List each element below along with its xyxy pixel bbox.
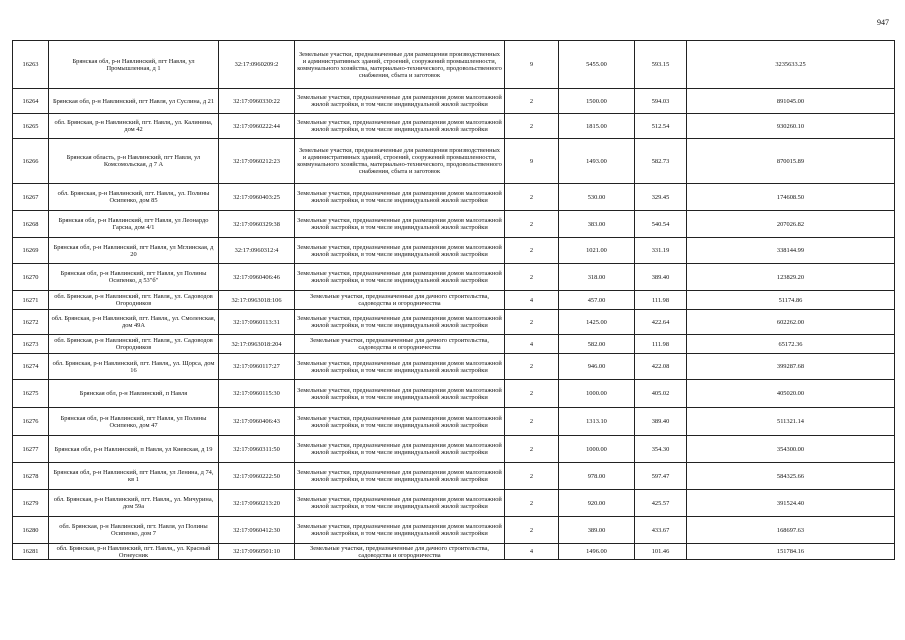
area-cell: 383.00 bbox=[559, 211, 635, 238]
use-group-cell: 2 bbox=[505, 463, 559, 490]
cadastral-number-cell: 32:17:0960212:23 bbox=[219, 139, 295, 184]
table-row bbox=[13, 310, 895, 335]
table-row bbox=[13, 544, 895, 560]
cadastral-number-cell: 32:17:0960329:38 bbox=[219, 211, 295, 238]
address-cell: обл. Брянская, р-н Навлинский, пгт. Навля,, ул. Полины Осипенко, дом 85 bbox=[49, 184, 219, 211]
use-group-cell: 2 bbox=[505, 184, 559, 211]
row-number-cell: 16268 bbox=[13, 211, 49, 238]
area-cell: 1000.00 bbox=[559, 436, 635, 463]
cadastral-value-cell: 891045.00 bbox=[687, 89, 895, 114]
use-group-cell: 2 bbox=[505, 354, 559, 380]
table-row bbox=[13, 354, 895, 380]
area-cell: 1425.00 bbox=[559, 310, 635, 335]
use-group-cell: 2 bbox=[505, 436, 559, 463]
address-cell: Брянская обл, р-н Навлинский, п Навля, ул Киевская, д 19 bbox=[49, 436, 219, 463]
specific-value-cell: 111.98 bbox=[635, 335, 687, 354]
cadastral-value-cell: 3235633.25 bbox=[687, 41, 895, 89]
cadastral-value-cell: 354300.00 bbox=[687, 436, 895, 463]
address-cell: Брянская обл, р-н Навлинский, пгт Навля, ул Суслина, д 21 bbox=[49, 89, 219, 114]
use-group-cell: 2 bbox=[505, 114, 559, 139]
cadastral-number-cell: 32:17:0960209:2 bbox=[219, 41, 295, 89]
area-cell: 1021.00 bbox=[559, 238, 635, 264]
permitted-use-cell: Земельные участки, предназначенные для размещения домов малоэтажной жилой застройки, в том числе индивидуальной жилой застройки bbox=[295, 408, 505, 436]
permitted-use-cell: Земельные участки, предназначенные для размещения домов малоэтажной жилой застройки, в том числе индивидуальной жилой застройки bbox=[295, 463, 505, 490]
cadastral-value-cell: 870015.89 bbox=[687, 139, 895, 184]
cadastral-number-cell: 32:17:0963018:204 bbox=[219, 335, 295, 354]
row-number-cell: 16276 bbox=[13, 408, 49, 436]
area-cell: 318.00 bbox=[559, 264, 635, 291]
row-number-cell: 16277 bbox=[13, 436, 49, 463]
permitted-use-cell: Земельные участки, предназначенные для дачного строительства, садоводства и огородничества bbox=[295, 335, 505, 354]
specific-value-cell: 540.54 bbox=[635, 211, 687, 238]
use-group-cell: 4 bbox=[505, 291, 559, 310]
address-cell: Брянская обл, р-н Навлинский, пгт Навля, ул Промышленная, д 1 bbox=[49, 41, 219, 89]
use-group-cell: 4 bbox=[505, 335, 559, 354]
permitted-use-cell: Земельные участки, предназначенные для размещения производственных и административных зданий, строений, сооружений промышленности, коммунального хозяйства, материально-технического, продовольственного снабжения, сбыта и заготовок bbox=[295, 139, 505, 184]
cadastral-value-cell: 174608.50 bbox=[687, 184, 895, 211]
table-row bbox=[13, 114, 895, 139]
row-number-cell: 16265 bbox=[13, 114, 49, 139]
specific-value-cell: 422.64 bbox=[635, 310, 687, 335]
specific-value-cell: 331.19 bbox=[635, 238, 687, 264]
specific-value-cell: 597.47 bbox=[635, 463, 687, 490]
row-number-cell: 16272 bbox=[13, 310, 49, 335]
cadastral-number-cell: 32:17:0960213:20 bbox=[219, 490, 295, 517]
specific-value-cell: 594.03 bbox=[635, 89, 687, 114]
permitted-use-cell: Земельные участки, предназначенные для размещения домов малоэтажной жилой застройки, в том числе индивидуальной жилой застройки bbox=[295, 238, 505, 264]
address-cell: обл. Брянская, р-н Навлинский, пгт. Навля,, ул. Садоводов Огородников bbox=[49, 335, 219, 354]
address-cell: обл. Брянская, р-н Навлинский, пгт. Навля,, ул. Садоводов Огородников bbox=[49, 291, 219, 310]
address-cell: обл. Брянская, р-н Навлинский, пгт. Навля,, ул. Красный Огнеусник bbox=[49, 544, 219, 560]
row-number-cell: 16270 bbox=[13, 264, 49, 291]
row-number-cell: 16274 bbox=[13, 354, 49, 380]
area-cell: 457.00 bbox=[559, 291, 635, 310]
table-row bbox=[13, 139, 895, 184]
area-cell: 1000.00 bbox=[559, 380, 635, 408]
use-group-cell: 2 bbox=[505, 517, 559, 544]
cadastral-value-cell: 399287.68 bbox=[687, 354, 895, 380]
area-cell: 1496.00 bbox=[559, 544, 635, 560]
table-row bbox=[13, 490, 895, 517]
specific-value-cell: 389.40 bbox=[635, 264, 687, 291]
use-group-cell: 2 bbox=[505, 490, 559, 517]
permitted-use-cell: Земельные участки, предназначенные для размещения домов малоэтажной жилой застройки, в том числе индивидуальной жилой застройки bbox=[295, 264, 505, 291]
permitted-use-cell: Земельные участки, предназначенные для дачного строительства, садоводства и огородничества bbox=[295, 291, 505, 310]
table-row bbox=[13, 335, 895, 354]
specific-value-cell: 582.73 bbox=[635, 139, 687, 184]
permitted-use-cell: Земельные участки, предназначенные для размещения домов малоэтажной жилой застройки, в том числе индивидуальной жилой застройки bbox=[295, 184, 505, 211]
cadastral-number-cell: 32:17:0963018:106 bbox=[219, 291, 295, 310]
area-cell: 530.00 bbox=[559, 184, 635, 211]
permitted-use-cell: Земельные участки, предназначенные для дачного строительства, садоводства и огородничества bbox=[295, 544, 505, 560]
area-cell: 920.00 bbox=[559, 490, 635, 517]
cadastral-number-cell: 32:17:0960222:50 bbox=[219, 463, 295, 490]
use-group-cell: 2 bbox=[505, 238, 559, 264]
cadastral-value-cell: 168697.63 bbox=[687, 517, 895, 544]
address-cell: Брянская обл, р-н Навлинский, пгт Навля, ул Полины Осипенко, дом 47 bbox=[49, 408, 219, 436]
specific-value-cell: 101.46 bbox=[635, 544, 687, 560]
permitted-use-cell: Земельные участки, предназначенные для размещения домов малоэтажной жилой застройки, в том числе индивидуальной жилой застройки bbox=[295, 354, 505, 380]
area-cell: 389.00 bbox=[559, 517, 635, 544]
use-group-cell: 4 bbox=[505, 544, 559, 560]
cadastral-number-cell: 32:17:0960311:50 bbox=[219, 436, 295, 463]
specific-value-cell: 389.40 bbox=[635, 408, 687, 436]
table-row bbox=[13, 184, 895, 211]
cadastral-value-cell: 391524.40 bbox=[687, 490, 895, 517]
address-cell: Брянская обл, р-н Навлинский, пгт Навля, ул Полины Осипенко, д 53"б" bbox=[49, 264, 219, 291]
cadastral-value-cell: 511321.14 bbox=[687, 408, 895, 436]
row-number-cell: 16273 bbox=[13, 335, 49, 354]
cadastral-value-cell: 123829.20 bbox=[687, 264, 895, 291]
permitted-use-cell: Земельные участки, предназначенные для размещения производственных и административных зданий, строений, сооружений промышленности, коммунального хозяйства, материально-технического, продовольственного снабжения, сбыта и заготовок bbox=[295, 41, 505, 89]
cadastral-number-cell: 32:17:0960406:43 bbox=[219, 408, 295, 436]
table-row bbox=[13, 264, 895, 291]
use-group-cell: 9 bbox=[505, 139, 559, 184]
specific-value-cell: 425.57 bbox=[635, 490, 687, 517]
specific-value-cell: 422.08 bbox=[635, 354, 687, 380]
cadastral-number-cell: 32:17:0960412:30 bbox=[219, 517, 295, 544]
table-row bbox=[13, 436, 895, 463]
cadastral-value-cell: 207026.82 bbox=[687, 211, 895, 238]
cadastral-number-cell: 32:17:0960406:46 bbox=[219, 264, 295, 291]
use-group-cell: 2 bbox=[505, 310, 559, 335]
table-row bbox=[13, 291, 895, 310]
cadastral-number-cell: 32:17:0960312:4 bbox=[219, 238, 295, 264]
cadastral-value-cell: 930260.10 bbox=[687, 114, 895, 139]
row-number-cell: 16279 bbox=[13, 490, 49, 517]
cadastral-number-cell: 32:17:0960222:44 bbox=[219, 114, 295, 139]
use-group-cell: 2 bbox=[505, 380, 559, 408]
address-cell: Брянская обл, р-н Навлинский, пгт Навля, ул Мглинская, д 20 bbox=[49, 238, 219, 264]
table-body bbox=[13, 41, 895, 560]
cadastral-value-cell: 584325.66 bbox=[687, 463, 895, 490]
permitted-use-cell: Земельные участки, предназначенные для размещения домов малоэтажной жилой застройки, в том числе индивидуальной жилой застройки bbox=[295, 490, 505, 517]
area-cell: 1815.00 bbox=[559, 114, 635, 139]
specific-value-cell: 593.15 bbox=[635, 41, 687, 89]
specific-value-cell: 405.02 bbox=[635, 380, 687, 408]
row-number-cell: 16269 bbox=[13, 238, 49, 264]
address-cell: Брянская область, р-н Навлинский, пгт Навля, ул Комсомольская, д 7 А bbox=[49, 139, 219, 184]
row-number-cell: 16263 bbox=[13, 41, 49, 89]
cadastral-value-table bbox=[12, 40, 895, 560]
cadastral-value-cell: 602262.00 bbox=[687, 310, 895, 335]
page-number: 947 bbox=[877, 18, 889, 27]
table-row bbox=[13, 238, 895, 264]
row-number-cell: 16275 bbox=[13, 380, 49, 408]
cadastral-number-cell: 32:17:0960501:10 bbox=[219, 544, 295, 560]
area-cell: 946.00 bbox=[559, 354, 635, 380]
area-cell: 978.00 bbox=[559, 463, 635, 490]
address-cell: обл. Брянская, р-н Навлинский, пгт. Навля, ул Полины Осипенко, дом 7 bbox=[49, 517, 219, 544]
cadastral-number-cell: 32:17:0960117:27 bbox=[219, 354, 295, 380]
permitted-use-cell: Земельные участки, предназначенные для размещения домов малоэтажной жилой застройки, в том числе индивидуальной жилой застройки bbox=[295, 436, 505, 463]
table-row bbox=[13, 211, 895, 238]
permitted-use-cell: Земельные участки, предназначенные для размещения домов малоэтажной жилой застройки, в том числе индивидуальной жилой застройки bbox=[295, 517, 505, 544]
specific-value-cell: 111.98 bbox=[635, 291, 687, 310]
use-group-cell: 2 bbox=[505, 408, 559, 436]
cadastral-number-cell: 32:17:0960330:22 bbox=[219, 89, 295, 114]
area-cell: 1313.10 bbox=[559, 408, 635, 436]
use-group-cell: 2 bbox=[505, 211, 559, 238]
cadastral-value-cell: 338144.99 bbox=[687, 238, 895, 264]
row-number-cell: 16280 bbox=[13, 517, 49, 544]
area-cell: 1500.00 bbox=[559, 89, 635, 114]
address-cell: Брянская обл, р-н Навлинский, п Навля bbox=[49, 380, 219, 408]
use-group-cell: 9 bbox=[505, 41, 559, 89]
row-number-cell: 16264 bbox=[13, 89, 49, 114]
use-group-cell: 2 bbox=[505, 264, 559, 291]
row-number-cell: 16281 bbox=[13, 544, 49, 560]
row-number-cell: 16267 bbox=[13, 184, 49, 211]
cadastral-value-cell: 65172.36 bbox=[687, 335, 895, 354]
area-cell: 5455.00 bbox=[559, 41, 635, 89]
specific-value-cell: 512.54 bbox=[635, 114, 687, 139]
address-cell: Брянская обл, р-н Навлинский, пгт Навля, ул Леонардо Гарсиа, дом 4/1 bbox=[49, 211, 219, 238]
specific-value-cell: 433.67 bbox=[635, 517, 687, 544]
specific-value-cell: 354.30 bbox=[635, 436, 687, 463]
cadastral-value-cell: 405020.00 bbox=[687, 380, 895, 408]
cadastral-number-cell: 32:17:0960115:30 bbox=[219, 380, 295, 408]
table-row bbox=[13, 89, 895, 114]
address-cell: обл. Брянская, р-н Навлинский, пгт. Навля,, ул. Калинина, дом 42 bbox=[49, 114, 219, 139]
address-cell: Брянская обл, р-н Навлинский, пгт Навля, ул Ленина, д 74, кв 1 bbox=[49, 463, 219, 490]
table-row bbox=[13, 41, 895, 89]
cadastral-number-cell: 32:17:0960403:25 bbox=[219, 184, 295, 211]
table-row bbox=[13, 380, 895, 408]
permitted-use-cell: Земельные участки, предназначенные для размещения домов малоэтажной жилой застройки, в том числе индивидуальной жилой застройки bbox=[295, 114, 505, 139]
area-cell: 582.00 bbox=[559, 335, 635, 354]
address-cell: обл. Брянская, р-н Навлинский, пгт. Навля,, ул. Мичурина, дом 59а bbox=[49, 490, 219, 517]
cadastral-number-cell: 32:17:0960113:31 bbox=[219, 310, 295, 335]
cadastral-value-cell: 151784.16 bbox=[687, 544, 895, 560]
permitted-use-cell: Земельные участки, предназначенные для размещения домов малоэтажной жилой застройки, в том числе индивидуальной жилой застройки bbox=[295, 89, 505, 114]
permitted-use-cell: Земельные участки, предназначенные для размещения домов малоэтажной жилой застройки, в том числе индивидуальной жилой застройки bbox=[295, 310, 505, 335]
row-number-cell: 16271 bbox=[13, 291, 49, 310]
row-number-cell: 16266 bbox=[13, 139, 49, 184]
cadastral-value-cell: 51174.86 bbox=[687, 291, 895, 310]
permitted-use-cell: Земельные участки, предназначенные для размещения домов малоэтажной жилой застройки, в том числе индивидуальной жилой застройки bbox=[295, 380, 505, 408]
table-row bbox=[13, 408, 895, 436]
specific-value-cell: 329.45 bbox=[635, 184, 687, 211]
area-cell: 1493.00 bbox=[559, 139, 635, 184]
permitted-use-cell: Земельные участки, предназначенные для размещения домов малоэтажной жилой застройки, в том числе индивидуальной жилой застройки bbox=[295, 211, 505, 238]
row-number-cell: 16278 bbox=[13, 463, 49, 490]
address-cell: обл. Брянская, р-н Навлинский, пгт. Навля,, ул. Смоленская, дом 49А bbox=[49, 310, 219, 335]
table-row bbox=[13, 517, 895, 544]
table-row bbox=[13, 463, 895, 490]
use-group-cell: 2 bbox=[505, 89, 559, 114]
address-cell: обл. Брянская, р-н Навлинский, пгт. Навля,, ул. Щорса, дом 16 bbox=[49, 354, 219, 380]
